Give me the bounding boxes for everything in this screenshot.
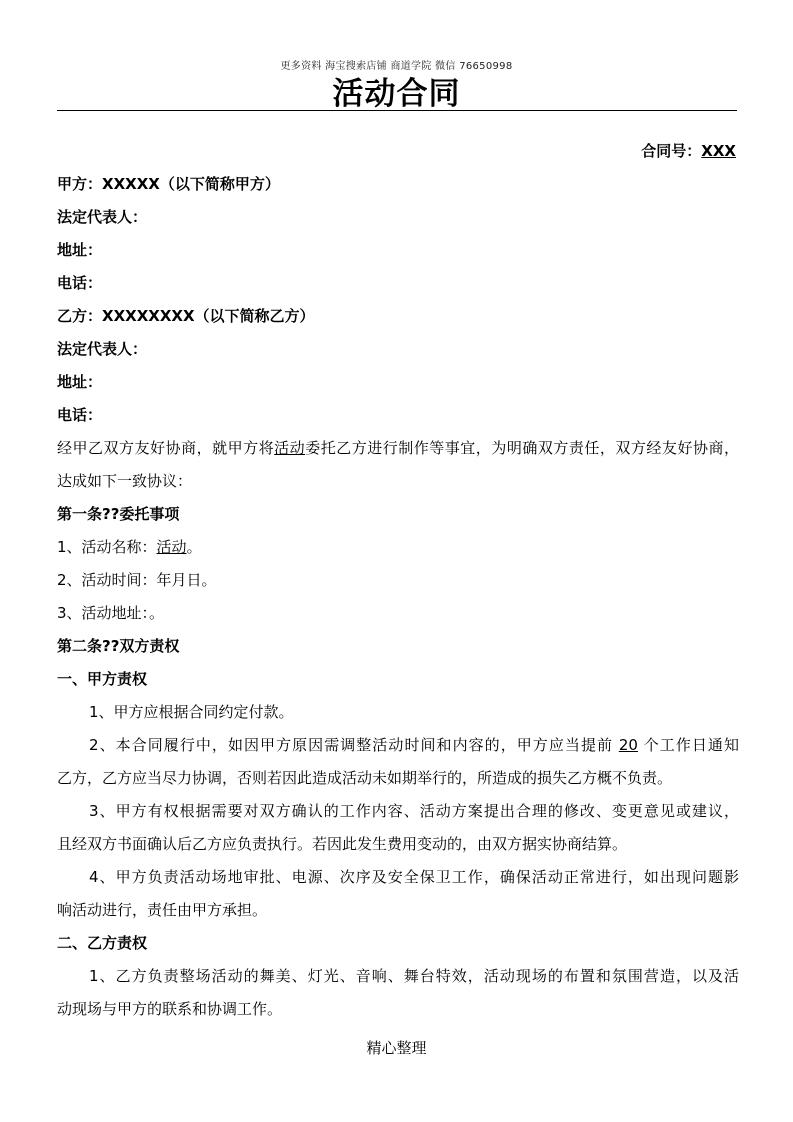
intro-activity-underline: 活动 — [274, 439, 306, 457]
document-title: 活动合同 — [332, 76, 461, 112]
item-1-end: 。 — [186, 538, 202, 556]
article-1-item-3: 3、活动地址：。 — [57, 604, 165, 622]
intro-text-a: 经甲乙双方友好协商，就甲方将 — [57, 439, 275, 457]
party-b-rights-heading: 二、乙方责权 — [57, 934, 148, 952]
intro-line-2: 达成如下一致协议： — [57, 472, 193, 490]
party-b-clause-1-line-1: 1、乙方负责整场活动的舞美、灯光、音响、舞台特效，活动现场的布置和氛围营造，以及活 — [89, 967, 739, 985]
intro-line-1 — [57, 432, 739, 465]
party-a-clause-1: 1、甲方应根据合同约定付款。 — [89, 703, 294, 721]
party-a-rights-heading: 一、甲方责权 — [57, 670, 148, 688]
party-a-clause-3-line-2: 且经双方书面确认后乙方应负责执行。若因此发生费用变动的，由双方据实协商结算。 — [57, 835, 628, 853]
article-2-heading: 第二条??双方责权 — [57, 637, 180, 655]
party-a-clause-2-line-2: 乙方，乙方应当尽力协调，否则若因此造成活动未如期举行的，所造成的损失乙方概不负责。 — [57, 769, 673, 787]
party-a-clause-3-line-1: 3、甲方有权根据需要对双方确认的工作内容、活动方案提出合理的修改、变更意见或建议， — [89, 802, 739, 820]
clause-2-days-underline: 20 — [618, 736, 638, 754]
contract-number-label: 合同号： — [641, 142, 702, 160]
contract-number — [641, 140, 736, 161]
intro-text-b: 委托乙方进行制作等事宜，为明确双方责任，双方经友好协商， — [305, 439, 739, 457]
article-1-heading: 第一条??委托事项 — [57, 505, 180, 523]
page-footer: 精心整理 — [366, 1039, 427, 1057]
party-a-rep: 法定代表人： — [57, 208, 148, 226]
party-a-phone: 电话： — [57, 274, 103, 292]
contract-body — [57, 168, 739, 1026]
clause-2-text-b: 个工作日通知 — [637, 736, 739, 754]
party-b-rep: 法定代表人： — [57, 340, 148, 358]
party-b-phone: 电话： — [57, 406, 103, 424]
party-b-address: 地址： — [57, 373, 103, 391]
party-a-address: 地址： — [57, 241, 103, 259]
title-rule — [57, 110, 737, 111]
party-b-line: 乙方：XXXXXXXX（以下简称乙方） — [57, 307, 315, 325]
party-a-clause-2-line-1 — [57, 729, 739, 762]
party-a-clause-4-line-1: 4、甲方负责活动场地审批、电源、次序及安全保卫工作，确保活动正常进行，如出现问题影 — [89, 868, 739, 886]
item-1-label: 1、活动名称： — [57, 538, 157, 556]
party-a-line: 甲方：XXXXX（以下简称甲方） — [57, 175, 280, 193]
article-1-item-2: 2、活动时间：年月日。 — [57, 571, 217, 589]
clause-2-text-a: 2、本合同履行中，如因甲方原因需调整活动时间和内容的，甲方应当提前 — [89, 736, 619, 754]
contract-number-value: XXX — [701, 142, 736, 160]
party-a-clause-4-line-2: 响活动进行，责任由甲方承担。 — [57, 901, 268, 919]
header-note: 更多资料 海宝搜索店铺 商道学院 微信 76650998 — [280, 61, 513, 72]
article-1-item-1 — [57, 531, 739, 564]
party-b-clause-1-line-2: 动现场与甲方的联系和协调工作。 — [57, 1000, 283, 1018]
item-1-value: 活动 — [156, 538, 187, 556]
